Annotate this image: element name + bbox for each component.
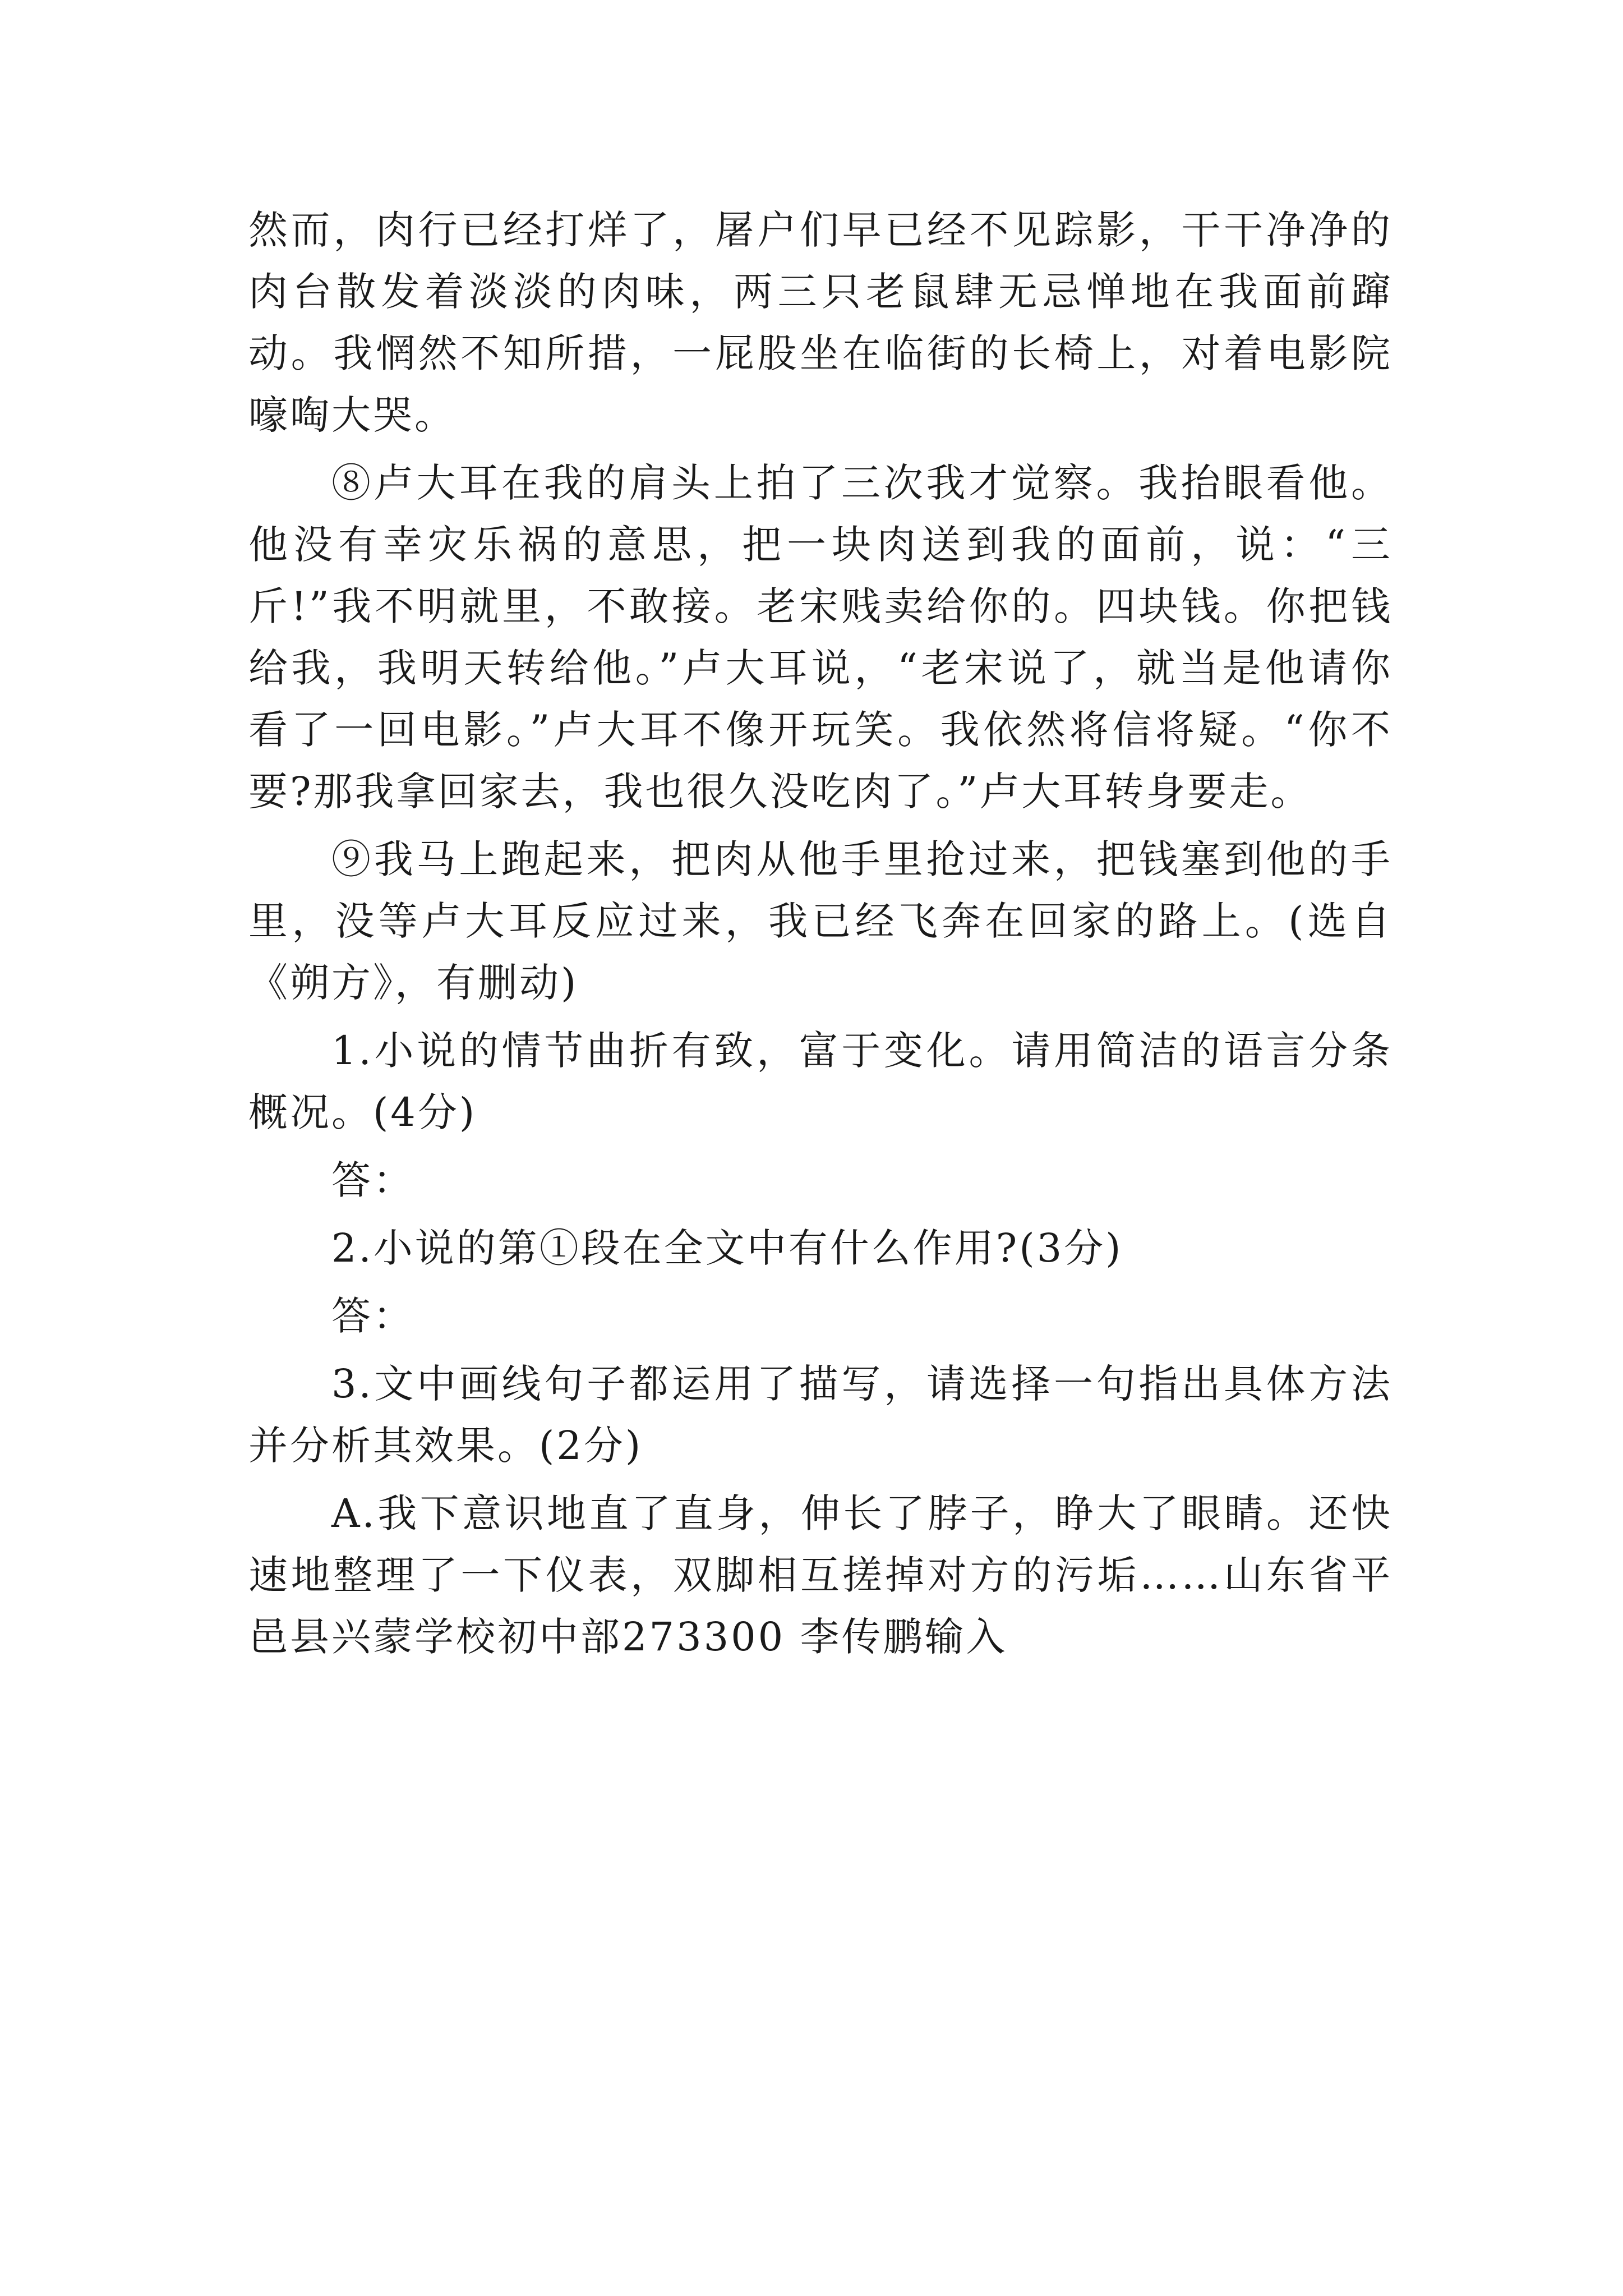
question-3-option-a: A.我下意识地直了直身，伸长了脖子，睁大了眼睛。还快速地整理了一下仪表，双脚相互搓掉对方的污垢……山东省平邑县兴蒙学校初中部273300 李传鹏输入 [248, 1490, 1393, 1660]
document-page [248, 199, 1393, 1674]
paragraph-8: ⑧卢大耳在我的肩头上拍了三次我才觉察。我抬眼看他。他没有幸灾乐祸的意思，把一块肉送到我的面前，说：“三斤!”我不明就里，不敢接。老宋贱卖给你的。四块钱。你把钱给我，我明天转给他。”卢大耳说，“老宋说了，就当是他请你看了一回电影。”卢大耳不像开玩笑。我依然将信将疑。“你不要?那我拿回家去，我也很久没吃肉了。”卢大耳转身要走。 [248, 460, 1393, 815]
answer-label-1: 答： [331, 1157, 414, 1203]
question-3: 3.文中画线句子都运用了描写，请选择一句指出具体方法并分析其效果。(2分) [248, 1361, 1393, 1469]
paragraph-9: ⑨我马上跑起来，把肉从他手里抢过来，把钱塞到他的手里，没等卢大耳反应过来，我已经飞奔在回家的路上。(选自《朔方》，有删动) [248, 836, 1393, 1006]
answer-label-2: 答： [331, 1293, 414, 1339]
paragraph-continued: 然而，肉行已经打烊了，屠户们早已经不见踪影，干干净净的肉台散发着淡淡的肉味，两三只老鼠肆无忌惮地在我面前蹿动。我惘然不知所措，一屁股坐在临街的长椅上，对着电影院嚎啕大哭。 [248, 207, 1393, 438]
question-1: 1.小说的情节曲折有致，富于变化。请用简洁的语言分条概况。(4分) [248, 1028, 1393, 1135]
question-2: 2.小说的第①段在全文中有什么作用?(3分) [331, 1225, 1123, 1271]
